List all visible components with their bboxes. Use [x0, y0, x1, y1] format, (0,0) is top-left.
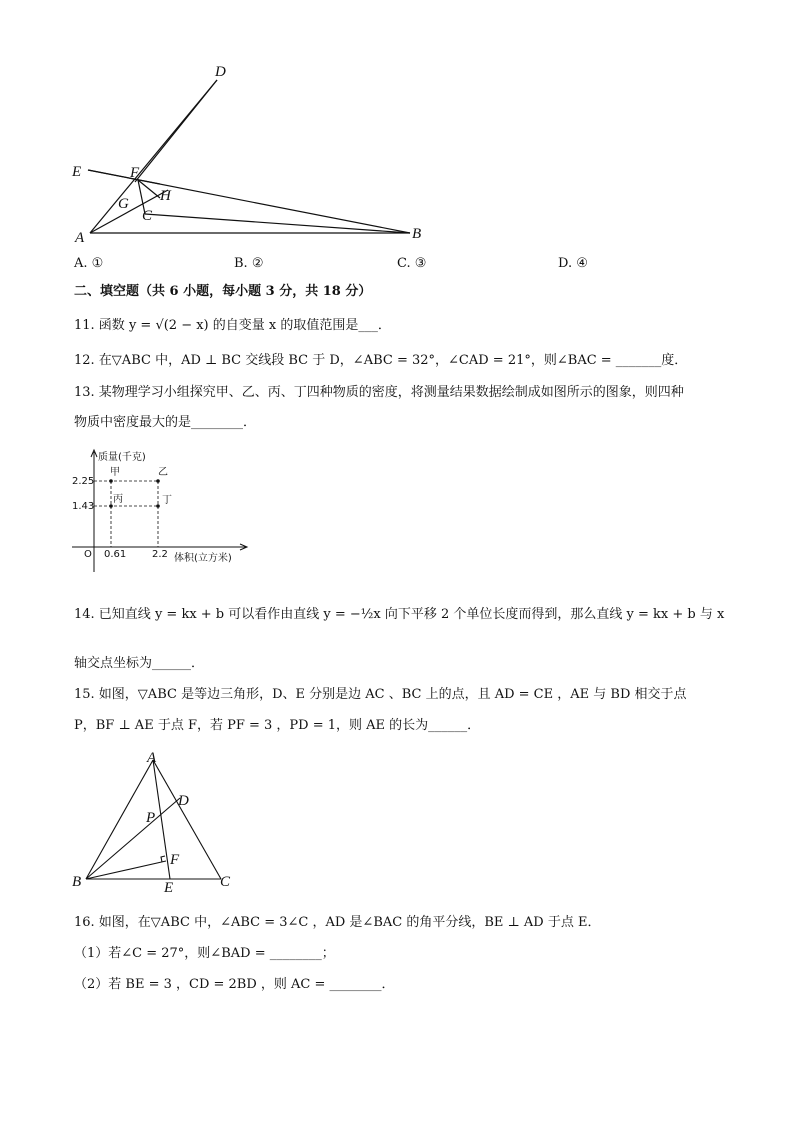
question-16-part2: （2）若 BE = 3 ，CD = 2BD ，则 AC = ________．	[74, 977, 395, 992]
geometry-figure-top	[60, 60, 440, 250]
point-label-bing: 丙	[113, 494, 123, 505]
label-A: A	[75, 230, 85, 246]
y-tick-1.43: 1.43	[72, 501, 95, 512]
x-tick-0.61: 0.61	[104, 549, 127, 560]
question-11: 11. 函数 y = √(2 − x) 的自变量 x 的取值范围是___．	[74, 318, 391, 333]
question-16-part1: （1）若∠C = 27°，则∠BAD = ________；	[74, 946, 335, 961]
label-F: F	[170, 852, 180, 868]
label-E: E	[72, 164, 82, 180]
point-yi	[156, 479, 160, 483]
y-tick-2.25: 2.25	[72, 476, 95, 487]
y-axis-label: 质量(千克)	[98, 452, 146, 463]
label-B: B	[412, 226, 422, 242]
label-F: F	[130, 165, 140, 181]
option-d: D. ④	[558, 256, 588, 271]
label-C: C	[142, 208, 153, 224]
label-D: D	[178, 793, 189, 809]
question-15-line1: 15. 如图，▽ABC 是等边三角形，D、E 分别是边 AC 、BC 上的点，且 AD = CE ，AE 与 BD 相交于点	[74, 687, 687, 702]
origin-label: O	[84, 549, 92, 560]
x-tick-2.2: 2.2	[152, 549, 168, 560]
point-label-yi: 乙	[158, 467, 168, 478]
point-label-jia: 甲	[110, 467, 120, 478]
question-12: 12. 在▽ABC 中，AD ⊥ BC 交线段 BC 于 D，∠ABC = 32°，∠CAD = 21°，则∠BAC = _______度．	[74, 353, 688, 368]
question-14-line2: 轴交点坐标为______．	[74, 656, 205, 671]
question-13-line2: 物质中密度最大的是________．	[74, 415, 257, 430]
option-b: B. ②	[234, 256, 264, 271]
mass-volume-graph	[66, 446, 266, 576]
question-16-line1: 16. 如图，在▽ABC 中，∠ABC = 3∠C ，AD 是∠BAC 的角平分线，BE ⊥ AD 于点 E．	[74, 915, 601, 930]
point-label-ding: 丁	[162, 495, 172, 506]
label-C: C	[220, 874, 231, 890]
option-c: C. ③	[397, 256, 427, 271]
question-14-line1: 14. 已知直线 y = kx + b 可以看作由直线 y = −½x 向下平移 2 个单位长度而得到，那么直线 y = kx + b 与 x	[74, 607, 725, 622]
x-axis-label: 体积(立方米)	[174, 553, 232, 564]
point-ding	[156, 504, 160, 508]
section-title: 二、填空题（共 6 小题，每小题 3 分，共 18 分）	[74, 284, 372, 299]
option-a: A. ①	[74, 256, 104, 271]
label-E: E	[164, 880, 174, 894]
label-D: D	[215, 64, 226, 80]
question-15-line2: P，BF ⊥ AE 于点 F，若 PF = 3 ，PD = 1，则 AE 的长为______．	[74, 718, 481, 733]
label-B: B	[72, 874, 82, 890]
label-H: H	[160, 188, 171, 204]
triangle-figure-15	[66, 748, 246, 894]
point-jia	[109, 479, 113, 483]
label-G: G	[118, 196, 129, 212]
label-P: P	[146, 810, 156, 826]
question-13-line1: 13. 某物理学习小组探究甲、乙、丙、丁四种物质的密度，将测量结果数据绘制成如图所示的图象，则四种	[74, 385, 684, 400]
label-A: A	[147, 750, 157, 766]
